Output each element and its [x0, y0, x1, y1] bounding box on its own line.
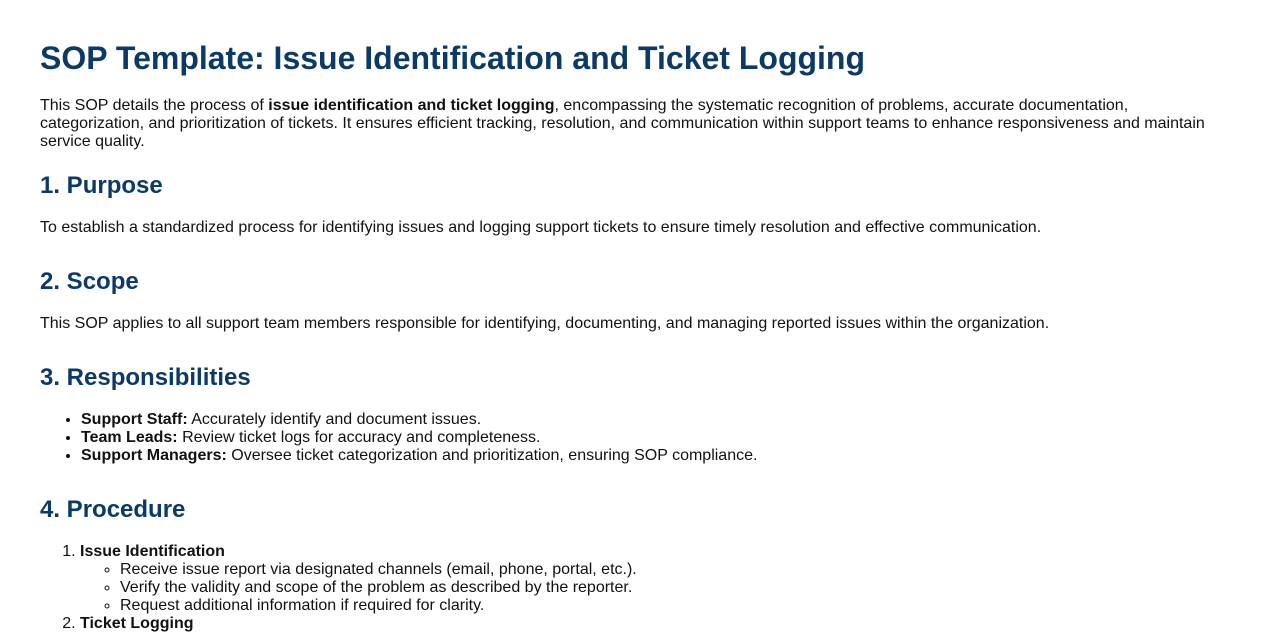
role-label: Support Staff:: [81, 411, 188, 428]
intro-paragraph: [40, 97, 1220, 151]
procedure-steps: [40, 543, 637, 633]
list-item: [81, 447, 757, 465]
scope-text: This SOP applies to all support team members responsible for identifying, documenting, and managing reported issues within the organization.: [40, 315, 1050, 332]
procedure-step: [80, 543, 637, 615]
section-heading-purpose: 1. Purpose: [40, 172, 163, 199]
list-item: [81, 429, 757, 447]
substep-item: ◦ Receive issue report via designated channels (email, phone, portal, etc.).: [120, 561, 637, 579]
intro-text-bold: issue identification and ticket logging: [268, 97, 555, 114]
step-title: Ticket Logging: [80, 615, 194, 632]
role-label: Support Managers:: [81, 447, 227, 464]
substep-item: ◦ Request additional information if required for clarity.: [120, 597, 637, 615]
intro-text-start: This SOP details the process of: [40, 97, 269, 114]
role-description: Accurately identify and document issues.: [187, 411, 482, 428]
purpose-text: To establish a standardized process for identifying issues and logging support tickets to ensure timely resolution and effective communication.: [40, 219, 1042, 236]
section-heading-procedure: 4. Procedure: [40, 496, 186, 523]
procedure-step: [80, 615, 637, 633]
list-item: [81, 411, 757, 429]
intro-text-end: , encompassing the systematic recognition of problems, accurate documentation, categorization, and prioritization of tickets. It ensures efficient tracking, resolution, and communication within support teams to enhance responsiveness and maintain service quality.: [40, 97, 1205, 150]
role-label: Team Leads:: [81, 429, 178, 446]
section-heading-scope: 2. Scope: [40, 268, 139, 295]
page-title: SOP Template: Issue Identification and Ticket Logging: [40, 40, 866, 76]
responsibilities-list: [40, 411, 757, 465]
substep-item: ◦ Verify the validity and scope of the problem as described by the reporter.: [120, 579, 637, 597]
role-description: Review ticket logs for accuracy and completeness.: [177, 429, 541, 446]
section-heading-responsibilities: 3. Responsibilities: [40, 364, 251, 391]
step-title: Issue Identification: [80, 543, 225, 560]
role-description: Oversee ticket categorization and prioritization, ensuring SOP compliance.: [226, 447, 758, 464]
substep-list: [80, 561, 637, 615]
